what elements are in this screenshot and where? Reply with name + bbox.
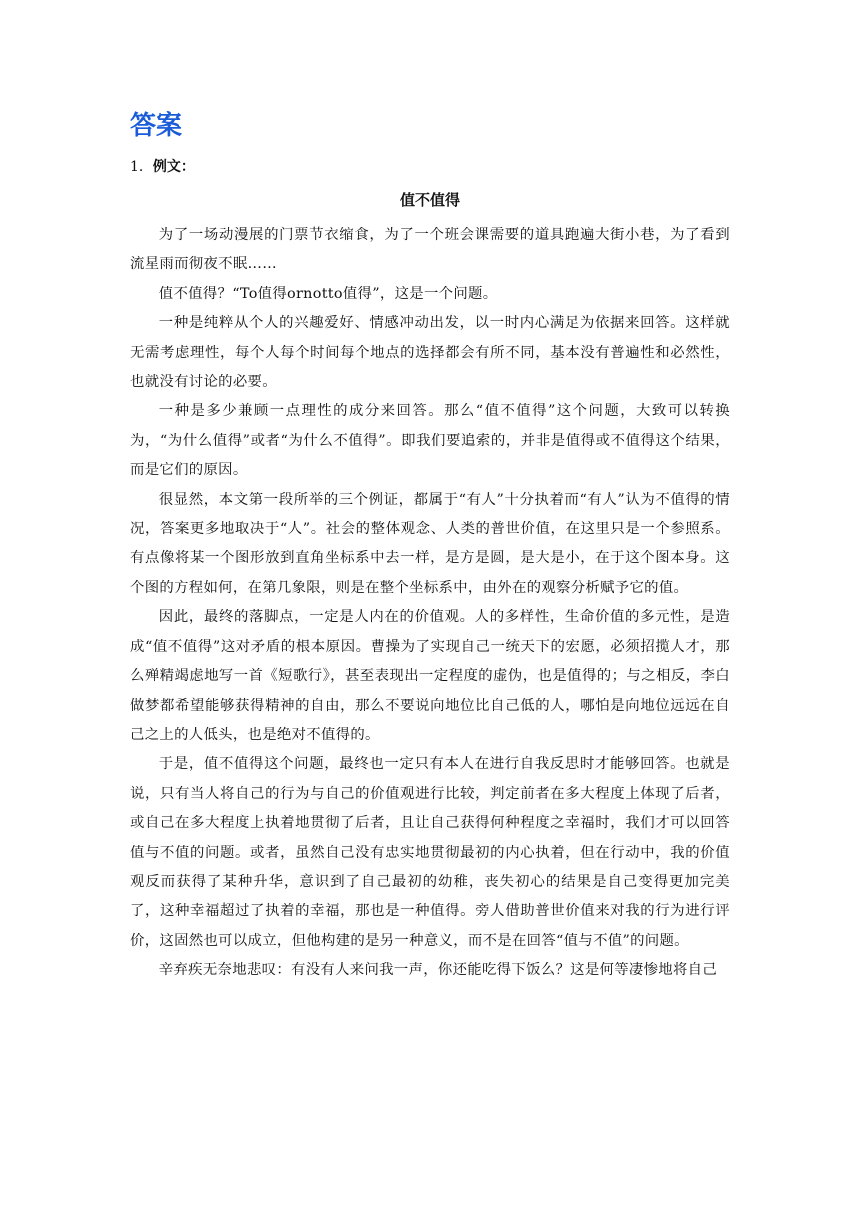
essay-paragraph: 很显然，本文第一段所举的三个例证，都属于“有人”十分执着而“有人”认为不值得的情况，答案更多地取决于“人”。社会的整体观念、人类的普世价值，在这里只是一个参照系。有点像将某一个图形放到直角坐标系中去一样，是方是圆，是大是小，在于这个图本身。这个图的方程如何，在第几象限，则是在整个坐标系中，由外在的观察分析赋予它的值。 — [130, 491, 730, 596]
essay-paragraph: 值不值得？“To值得ornotto值得”，这是一个问题。 — [158, 285, 498, 302]
question-number: 1． — [130, 159, 153, 175]
essay-paragraph: 辛弃疾无奈地悲叹：有没有人来问我一声，你还能吃得下饭么？这是何等凄惨地将自己 — [158, 962, 718, 979]
essay-paragraph: 因此，最终的落脚点，一定是人内在的价值观。人的多样性，生命价值的多元性，是造成“值不值得”这对矛盾的根本原因。曹操为了实现自己一统天下的宏愿，必须招揽人才，那么殚精竭虑地写一首《短歌行》，甚至表现出一定程度的虚伪，也是值得的；与之相反，李白做梦都希望能够获得精神的自由，那么不要说向地位比自己低的人，哪怕是向地位远远在自己之上的人低头，也是绝对不值得的。 — [130, 609, 730, 743]
essay-paragraph: 一种是纯粹从个人的兴趣爱好、情感冲动出发，以一时内心满足为依据来回答。这样就无需考虑理性，每个人每个时间每个地点的选择都会有所不同，基本没有普遍性和必然性，也就没有讨论的必要。 — [130, 315, 730, 391]
essay-title: 值不值得 — [399, 191, 460, 209]
question-number-line — [130, 157, 195, 177]
question-label: 例文： — [152, 159, 195, 175]
essay-paragraph: 于是，值不值得这个问题，最终也一定只有本人在进行自我反思时才能够回答。也就是说，只有当人将自己的行为与自己的价值观进行比较，判定前者在多大程度上体现了后者，或自己在多大程度上执着地贯彻了后者，且让自己获得何种程度之幸福时，我们才可以回答值与不值的问题。或者，虽然自己没有忠实地贯彻最初的内心执着，但在行动中，我的价值观反而获得了某种升华，意识到了自己最初的幼稚，丧失初心的结果是自己变得更加完美了，这种幸福超过了执着的幸福，那也是一种值得。旁人借助普世价值来对我的行为进行评价，这固然也可以成立，但他构建的是另一种意义，而不是在回答“值与不值”的问题。 — [130, 756, 730, 949]
answer-heading: 答案 — [130, 111, 183, 141]
essay-body — [130, 221, 730, 986]
essay-paragraph: 为了一场动漫展的门票节衣缩食，为了一个班会课需要的道具跑遍大街小巷，为了看到流星雨而彻夜不眠…… — [130, 227, 730, 273]
essay-paragraph: 一种是多少兼顾一点理性的成分来回答。那么“值不值得”这个问题，大致可以转换为，“为什么值得”或者“为什么不值得”。即我们要追索的，并非是值得或不值得这个结果，而是它们的原因。 — [130, 403, 730, 479]
